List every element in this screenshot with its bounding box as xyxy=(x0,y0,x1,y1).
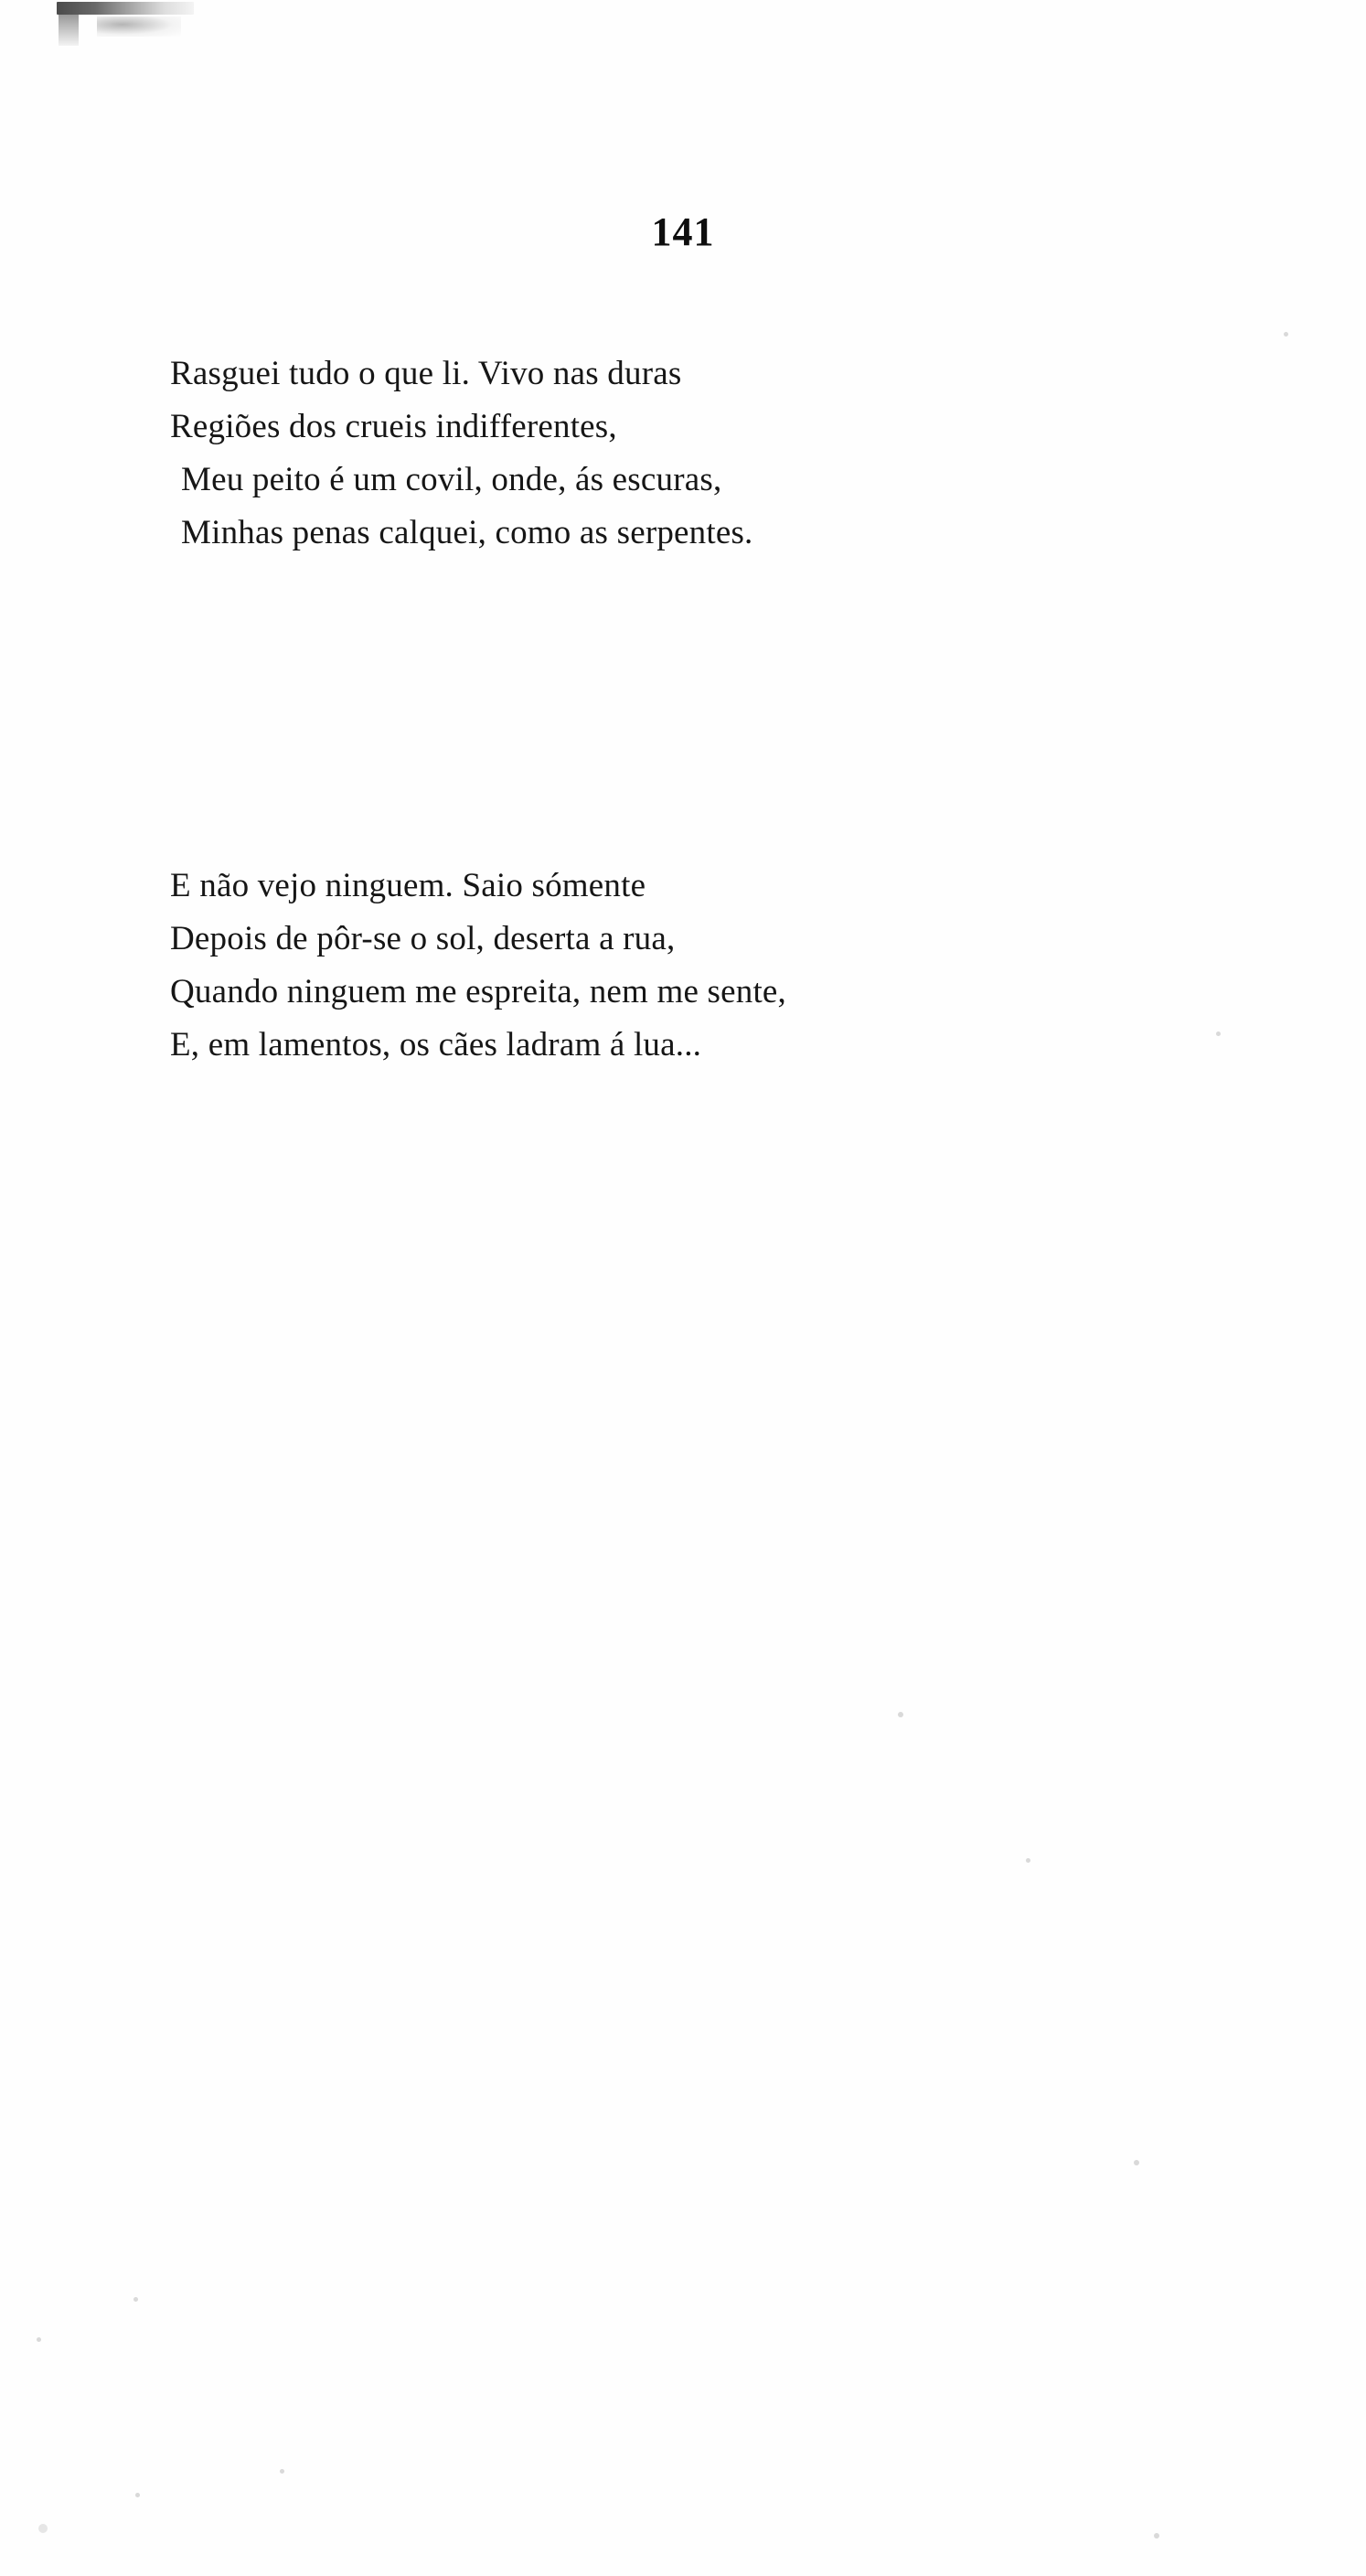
page-speck xyxy=(1134,2160,1139,2165)
verse-line: Minhas penas calquei, como as serpentes. xyxy=(181,514,753,551)
verse-line: E, em lamentos, os cães ladram á lua... xyxy=(170,1026,702,1064)
verse-line: E não vejo ninguem. Saio sómente xyxy=(170,867,646,904)
page-speck xyxy=(37,2337,41,2342)
page-speck xyxy=(1026,1858,1030,1863)
page-speck xyxy=(1284,332,1288,337)
scan-smudge-top xyxy=(57,2,194,15)
verse-line: Rasguei tudo o que li. Vivo nas duras xyxy=(170,355,682,392)
page-number: 141 xyxy=(651,209,715,254)
verse-line: Meu peito é um covil, onde, ás escuras, xyxy=(181,461,722,498)
verse-line: Regiões dos crueis indifferentes, xyxy=(170,408,617,445)
stanza-first xyxy=(170,347,1194,560)
verse-line: Quando ninguem me espreita, nem me sente, xyxy=(170,973,787,1010)
page-speck xyxy=(1216,1031,1221,1036)
stanza-second xyxy=(170,860,1194,1072)
page-speck xyxy=(1154,2533,1159,2539)
scan-smudge-left xyxy=(59,15,79,46)
page-speck xyxy=(898,1712,903,1717)
page-speck xyxy=(38,2524,48,2533)
scan-smudge-blur xyxy=(97,16,181,37)
page-speck xyxy=(135,2493,140,2497)
verse-line: Depois de pôr-se o sol, deserta a rua, xyxy=(170,920,676,957)
page-speck xyxy=(280,2469,284,2474)
scan-artifact xyxy=(57,0,203,48)
page-speck xyxy=(133,2297,138,2302)
